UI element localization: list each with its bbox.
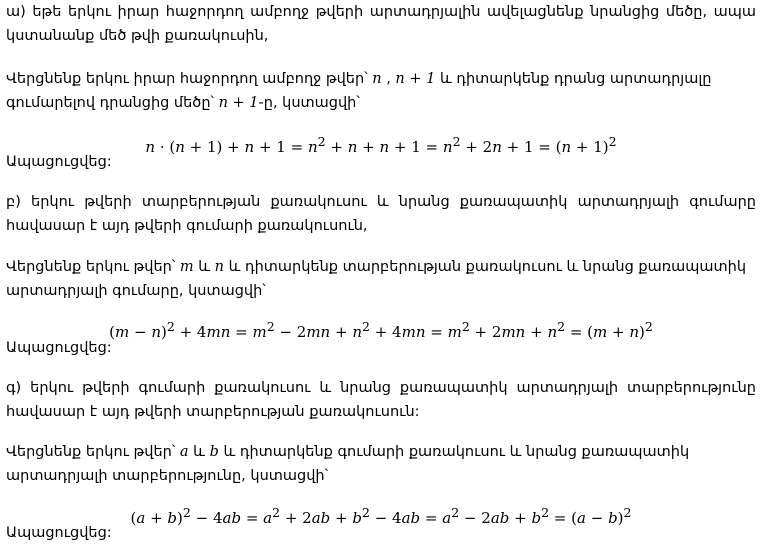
part-c-conclusion: Ապացուցվեց: [6,525,112,541]
part-a-var-n-plus-1-b: n + 1 [218,95,259,111]
part-a-intro [6,67,756,115]
part-a-intro-text-1: Վերցնենք երկու իրար հաջորդող ամբողջ թվեր՝ [6,71,368,87]
part-a-intro-text-3: -ը, կստացվի՝ [258,95,360,111]
part-b-conclusion: Ապացուցվեց: [6,340,112,356]
part-c-var-b: b [209,444,219,460]
part-a-conclusion: Ապացուցվեց: [6,154,112,170]
part-a-var-n-plus-1: n + 1 [395,71,436,87]
part-c-statement: գ) երկու թվերի գումարի քառակուսու և նրանց քառապատիկ արտադրյալի տարբերությունը հավասար է այդ թվերի տարբերության քառակուսուն: [6,380,756,420]
part-c-intro [6,440,756,488]
part-a-separator: , [381,71,391,87]
part-b-conj: և [198,259,211,275]
part-b-intro [6,255,756,303]
part-c-conj: և [193,444,205,460]
part-c-intro-text-1: Վերցնենք երկու թվեր՝ [6,444,176,460]
part-b-var-n: n [214,259,224,275]
part-a-statement: ա) եթե երկու իրար հաջորդող ամբողջ թվերի արտադրյալին ավելացնենք նրանցից մեծը, ապա կստանանք մեծ թվի քառակուսին, [6,4,756,44]
part-b-statement: բ) երկու թվերի տարբերության քառակուսու և նրանց քառապատիկ արտադրյալի գումարը հավասար է այդ թվերի գումարի քառակուսուն, [6,194,756,234]
part-b-intro-text-2: և դիտարկենք տարբերության քառակուսու և նրանց քառապատիկ արտադրյալի գումարը, կստացվի՝ [6,259,747,299]
part-a-formula: $n \cdot (n + 1) + n + 1 = n^2 + n + n + 1 = n^2 + 2n + 1 = (n + 1)^2$ [145,134,617,156]
part-c-formula: $(a + b)^2 - 4ab = a^2 + 2ab + b^2 - 4ab = a^2 - 2ab + b^2 = (a - b)^2$ [130,505,632,527]
part-a-var-n: n [372,71,382,87]
part-b-formula: $(m - n)^2 + 4mn = m^2 - 2mn + n^2 + 4mn = m^2 + 2mn + n^2 = (m + n)^2$ [109,319,653,341]
part-c-intro-text-2: և դիտարկենք գումարի քառակուսու և նրանց քառապատիկ արտադրյալի տարբերությունը, կստացվի՝ [6,444,690,484]
part-b-intro-text-1: Վերցնենք երկու թվեր՝ [6,259,176,275]
part-c-var-a: a [179,444,189,460]
part-a-intro-text-2: և դիտարկենք դրանց արտադրյալը գումարելով դրանցից մեծը՝ [6,71,712,111]
part-b-var-m: m [179,259,194,275]
